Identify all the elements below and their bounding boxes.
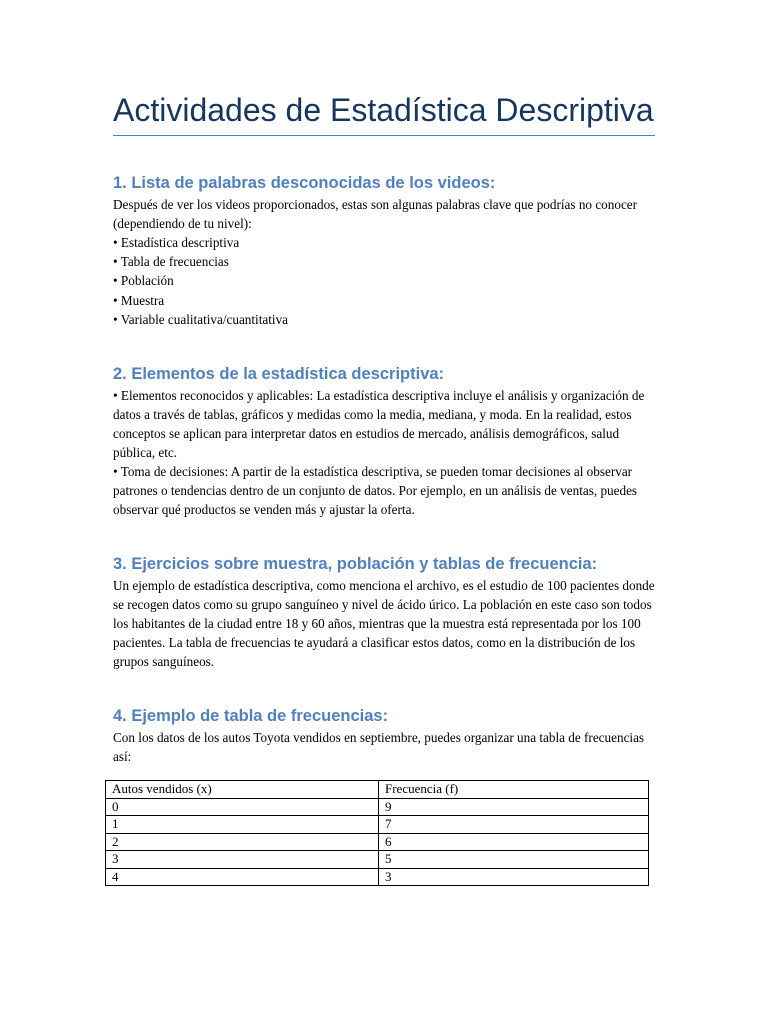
table-header-cell: Autos vendidos (x) bbox=[106, 781, 379, 799]
table-cell: 5 bbox=[379, 851, 649, 869]
section-1-word-list bbox=[113, 233, 658, 329]
section-1 bbox=[113, 172, 658, 329]
table-cell: 7 bbox=[379, 816, 649, 834]
table-row bbox=[106, 851, 649, 869]
list-item: • Muestra bbox=[113, 291, 658, 310]
table-cell: 3 bbox=[106, 851, 379, 869]
section-2 bbox=[113, 363, 658, 519]
table-cell: 9 bbox=[379, 798, 649, 816]
table-row bbox=[106, 816, 649, 834]
list-item: • Variable cualitativa/cuantitativa bbox=[113, 310, 658, 329]
section-4-paragraph: Con los datos de los autos Toyota vendidos en septiembre, puedes organizar una tabla de frecuencias así: bbox=[113, 730, 645, 764]
document-title: Actividades de Estadística Descriptiva bbox=[113, 0, 655, 136]
table-cell: 6 bbox=[379, 833, 649, 851]
section-3-heading: 3. Ejercicios sobre muestra, población y tablas de frecuencia: bbox=[113, 555, 598, 573]
table-row bbox=[106, 833, 649, 851]
list-item: • Población bbox=[113, 271, 658, 290]
section-2-heading: 2. Elementos de la estadística descriptiva: bbox=[113, 365, 445, 383]
section-4 bbox=[113, 705, 658, 766]
section-3 bbox=[113, 553, 658, 671]
table-cell: 3 bbox=[379, 868, 649, 886]
section-3-paragraph: Un ejemplo de estadística descriptiva, como menciona el archivo, es el estudio de 100 pacientes donde se recogen datos como su grupo sanguíneo y nivel de ácido úrico. La población en este caso son todos los habitantes de la ciudad entre 18 y 60 años, mientras que la muestra está representada por los 100 pacientes. La tabla de frecuencias te ayudará a clasificar estos datos, como en la distribución de los grupos sanguíneos. bbox=[113, 578, 655, 669]
table-cell: 1 bbox=[106, 816, 379, 834]
table-row bbox=[106, 798, 649, 816]
section-2-bullets bbox=[113, 386, 658, 519]
frequency-table bbox=[105, 780, 649, 886]
table-cell: 0 bbox=[106, 798, 379, 816]
table-header-cell: Frecuencia (f) bbox=[379, 781, 649, 799]
list-item: • Tabla de frecuencias bbox=[113, 252, 658, 271]
table-cell: 2 bbox=[106, 833, 379, 851]
table-header-row bbox=[106, 781, 649, 799]
section-1-heading: 1. Lista de palabras desconocidas de los videos: bbox=[113, 174, 496, 192]
list-item: • Elementos reconocidos y aplicables: La estadística descriptiva incluye el análisis y organización de datos a través de tablas, gráficos y medidas como la media, mediana, y moda. En la realidad, estos conceptos se aplican para interpretar datos en estudios de mercado, análisis demográficos, salud pública, etc. bbox=[113, 386, 658, 462]
section-4-heading: 4. Ejemplo de tabla de frecuencias: bbox=[113, 707, 389, 725]
section-1-intro: Después de ver los videos proporcionados, estas son algunas palabras clave que podrías no conocer (dependiendo de tu nivel): bbox=[113, 197, 638, 231]
list-item: • Estadística descriptiva bbox=[113, 233, 658, 252]
table-cell: 4 bbox=[106, 868, 379, 886]
list-item: • Toma de decisiones: A partir de la estadística descriptiva, se pueden tomar decisiones al observar patrones o tendencias dentro de un conjunto de datos. Por ejemplo, en un análisis de ventas, puedes observar qué productos se venden más y ajustar la oferta. bbox=[113, 462, 658, 519]
table-row bbox=[106, 868, 649, 886]
